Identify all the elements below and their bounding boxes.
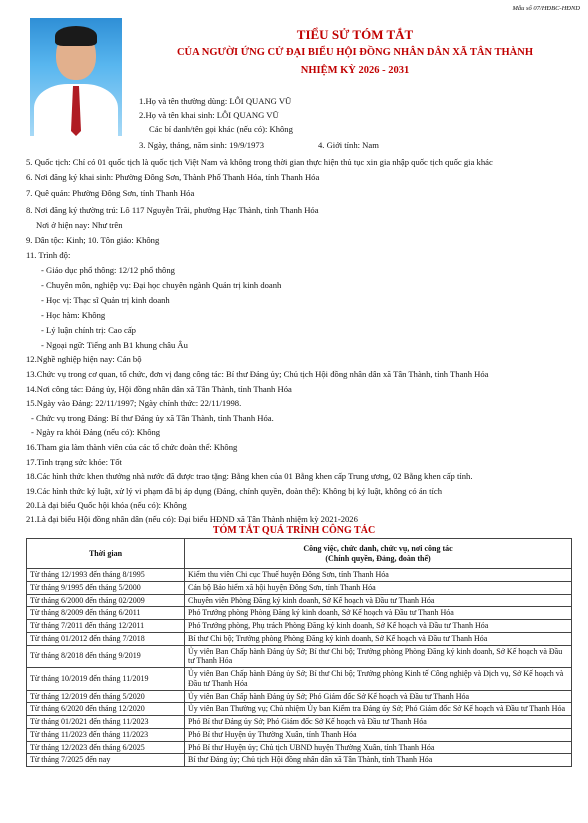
field-political-theory: - Lý luận chính trị: Cao cấp bbox=[41, 325, 136, 335]
document-term: NHIỆM KỲ 2026 - 2031 bbox=[300, 65, 410, 76]
field-birth-date: 3. Ngày, tháng, năm sinh: 19/9/1973 bbox=[139, 140, 264, 150]
field-ethnicity-religion: 9. Dân tộc: Kinh; 10. Tôn giáo: Không bbox=[26, 235, 160, 245]
field-party-dates: 15.Ngày vào Đảng: 22/11/1997; Ngày chính thức: 22/11/1998. bbox=[26, 398, 242, 408]
row-time: Từ tháng 7/2025 đến nay bbox=[27, 754, 185, 767]
field-birth-name: 2.Họ và tên khai sinh: LÔI QUANG VŨ bbox=[139, 110, 279, 120]
field-party-leave: - Ngày ra khỏi Đảng (nếu có): Không bbox=[31, 427, 161, 437]
row-work: Phó Bí thư Huyện ủy; Chủ tịch UBND huyện Thường Xuân, tỉnh Thanh Hóa bbox=[185, 741, 572, 754]
field-occupation: 12.Nghề nghiệp hiện nay: Cán bộ bbox=[26, 354, 142, 364]
table-row bbox=[27, 703, 572, 716]
field-foreign-language: - Ngoại ngữ: Tiếng anh B1 khung châu Âu bbox=[41, 340, 188, 350]
row-work: Phó Bí thư Huyện ủy Thường Xuân, tỉnh Thanh Hóa bbox=[185, 728, 572, 741]
table-header-row bbox=[27, 539, 572, 569]
row-time: Từ tháng 8/2009 đến tháng 6/2011 bbox=[27, 607, 185, 620]
field-party-position: - Chức vụ trong Đảng: Bí thư Đảng ủy xã Tân Thành, tỉnh Thanh Hóa. bbox=[31, 413, 274, 423]
row-work: Phó Bí thư Đảng ủy Sở; Phó Giám đốc Sở Kế hoạch và Đầu tư Thanh Hóa bbox=[185, 716, 572, 729]
field-general-education: - Giáo dục phổ thông: 12/12 phổ thông bbox=[41, 265, 175, 275]
row-work: Bí thư Chi bộ; Trưởng phòng Phòng Đăng ký kinh doanh, Sở Kế hoạch và Đầu tư Thanh Hóa bbox=[185, 632, 572, 645]
work-history-title: TÓM TẮT QUÁ TRÌNH CÔNG TÁC bbox=[212, 525, 376, 536]
candidate-portrait bbox=[30, 18, 122, 136]
field-awards: 18.Các hình thức khen thưởng nhà nước đã được trao tặng: Bằng khen của 01 Bằng khen cấp Trung ương, 02 Bằng khen cấp tỉnh. bbox=[26, 471, 473, 481]
column-header-time: Thời gian bbox=[27, 539, 185, 569]
field-specialization: - Chuyên môn, nghiệp vụ: Đại học chuyên ngành Quản trị kinh doanh bbox=[41, 280, 282, 290]
row-time: Từ tháng 8/2018 đến tháng 9/2019 bbox=[27, 645, 185, 668]
row-work: Cán bộ Bảo hiểm xã hội huyện Đông Sơn, tỉnh Thanh Hóa bbox=[185, 581, 572, 594]
row-work: Phó Trưởng phòng, Phụ trách Phòng Đăng ký kinh doanh, Sở Kế hoạch và Đầu tư Thanh Hóa bbox=[185, 620, 572, 633]
field-residence: 8. Nơi đăng ký thường trú: Lô 117 Nguyễn Trãi, phường Hạc Thành, tỉnh Thanh Hóa bbox=[26, 205, 319, 215]
field-health: 17.Tình trạng sức khỏe: Tốt bbox=[26, 457, 122, 467]
row-work: Ủy viên Ban Chấp hành Đảng ủy Sở; Bí thư Chi bộ; Trưởng phòng Phòng Đăng ký kinh doanh, Sở Kế hoạch và Đầu tư Thanh Hóa bbox=[185, 645, 572, 668]
row-time: Từ tháng 6/2020 đến tháng 12/2020 bbox=[27, 703, 185, 716]
field-council-delegate: 21.Là đại biểu Hội đồng nhân dân (nếu có): Đại biểu HĐND xã Tân Thành nhiệm kỳ 2021-2026 bbox=[26, 514, 358, 524]
row-time: Từ tháng 12/2019 đến tháng 5/2020 bbox=[27, 690, 185, 703]
field-current-address: Nơi ở hiện nay: Như trên bbox=[36, 220, 123, 230]
row-time: Từ tháng 10/2019 đến tháng 11/2019 bbox=[27, 668, 185, 691]
row-work: Ủy viên Ban Thường vụ; Chủ nhiệm Ủy ban Kiểm tra Đảng ủy Sở; Phó Giám đốc Sở Kế hoạch và Đầu tư Thanh Hóa bbox=[185, 703, 572, 716]
row-work: Ủy viên Ban Chấp hành Đảng ủy Sở; Phó Giám đốc Sở Kế hoạch và Đầu tư Thanh Hóa bbox=[185, 690, 572, 703]
row-work: Bí thư Đảng ủy; Chủ tịch Hội đồng nhân dân xã Tân Thành, tỉnh Thanh Hóa bbox=[185, 754, 572, 767]
row-work: Phó Trưởng phòng Phòng Đăng ký kinh doanh, Sở Kế hoạch và Đầu tư Thanh Hóa bbox=[185, 607, 572, 620]
row-work: Ủy viên Ban Chấp hành Đảng ủy Sở; Bí thư Chi bộ; Trưởng phòng Kinh tế Công nghiệp và Dịch vụ, Sở Kế hoạch và Đầu tư Thanh Hóa bbox=[185, 668, 572, 691]
document-subtitle: CỦA NGƯỜI ỨNG CỬ ĐẠI BIỂU HỘI ĐỒNG NHÂN DÂN XÃ TÂN THÀNH bbox=[176, 47, 534, 58]
table-row bbox=[27, 569, 572, 582]
row-time: Từ tháng 12/1993 đến tháng 8/1995 bbox=[27, 569, 185, 582]
table-row bbox=[27, 741, 572, 754]
row-time: Từ tháng 01/2012 đến tháng 7/2018 bbox=[27, 632, 185, 645]
row-work: Kiểm thu viên Chi cục Thuế huyện Đông Sơn, tỉnh Thanh Hóa bbox=[185, 569, 572, 582]
table-row bbox=[27, 632, 572, 645]
row-time: Từ tháng 01/2021 đến tháng 11/2023 bbox=[27, 716, 185, 729]
field-nationality: 5. Quốc tịch: Chỉ có 01 quốc tịch là quốc tịch Việt Nam và không trong thời gian thực hiện thủ tục xin gia nhập quốc tịch quốc gia khác bbox=[26, 157, 493, 167]
field-position: 13.Chức vụ trong cơ quan, tổ chức, đơn vị đang công tác: Bí thư Đảng ủy; Chủ tịch Hội đồng nhân dân xã Tân Thành, tỉnh Thanh Hóa bbox=[26, 369, 489, 379]
field-hometown: 7. Quê quán: Phường Đông Sơn, tỉnh Thanh Hóa bbox=[26, 188, 195, 198]
field-degree: - Học vị: Thạc sĩ Quản trị kinh doanh bbox=[41, 295, 170, 305]
field-academic-title: - Học hàm: Không bbox=[41, 310, 106, 320]
table-row bbox=[27, 754, 572, 767]
table-row bbox=[27, 645, 572, 668]
table-row bbox=[27, 607, 572, 620]
field-organizations: 16.Tham gia làm thành viên của các tổ chức đoàn thể: Không bbox=[26, 442, 238, 452]
field-gender: 4. Giới tính: Nam bbox=[318, 140, 379, 150]
table-row bbox=[27, 620, 572, 633]
document-title: TIỂU SỬ TÓM TẮT bbox=[296, 27, 414, 42]
table-row bbox=[27, 716, 572, 729]
column-header-work-line1: Công việc, chức danh, chức vụ, nơi công tác bbox=[303, 543, 453, 553]
column-header-work-line2: (Chính quyền, Đảng, đoàn thể) bbox=[325, 553, 431, 563]
table-row bbox=[27, 594, 572, 607]
portrait-hair bbox=[55, 26, 97, 46]
table-row bbox=[27, 668, 572, 691]
row-time: Từ tháng 7/2011 đến tháng 12/2011 bbox=[27, 620, 185, 633]
row-time: Từ tháng 6/2000 đến tháng 02/2009 bbox=[27, 594, 185, 607]
row-time: Từ tháng 9/1995 đến tháng 5/2000 bbox=[27, 581, 185, 594]
form-number: Mẫu số 07/HĐBC-HĐND bbox=[512, 5, 580, 12]
table-row bbox=[27, 690, 572, 703]
field-common-name: 1.Họ và tên thường dùng: LÔI QUANG VŨ bbox=[139, 96, 292, 106]
field-workplace: 14.Nơi công tác: Đảng ủy, Hội đồng nhân dân xã Tân Thành, tỉnh Thanh Hóa bbox=[26, 384, 292, 394]
row-time: Từ tháng 12/2023 đến tháng 6/2025 bbox=[27, 741, 185, 754]
field-aliases: Các bí danh/tên gọi khác (nếu có): Không bbox=[149, 124, 293, 134]
field-birth-registration: 6. Nơi đăng ký khai sinh: Phường Đông Sơn, Thành Phố Thanh Hóa, tỉnh Thanh Hóa bbox=[26, 172, 320, 182]
row-work: Chuyên viên Phòng Đăng ký kinh doanh, Sở Kế hoạch và Đầu tư Thanh Hóa bbox=[185, 594, 572, 607]
work-history-table bbox=[26, 538, 572, 767]
table-row bbox=[27, 728, 572, 741]
row-time: Từ tháng 11/2023 đến tháng 11/2023 bbox=[27, 728, 185, 741]
field-discipline: 19.Các hình thức kỷ luật, xử lý vi phạm đã bị áp dụng (Đảng, chính quyền, đoàn thể): Không bị kỷ luật, không có án tích bbox=[26, 486, 443, 496]
table-row bbox=[27, 581, 572, 594]
column-header-work bbox=[185, 539, 572, 569]
field-education-heading: 11. Trình độ: bbox=[26, 250, 71, 260]
field-national-assembly: 20.Là đại biểu Quốc hội khóa (nếu có): Không bbox=[26, 500, 187, 510]
